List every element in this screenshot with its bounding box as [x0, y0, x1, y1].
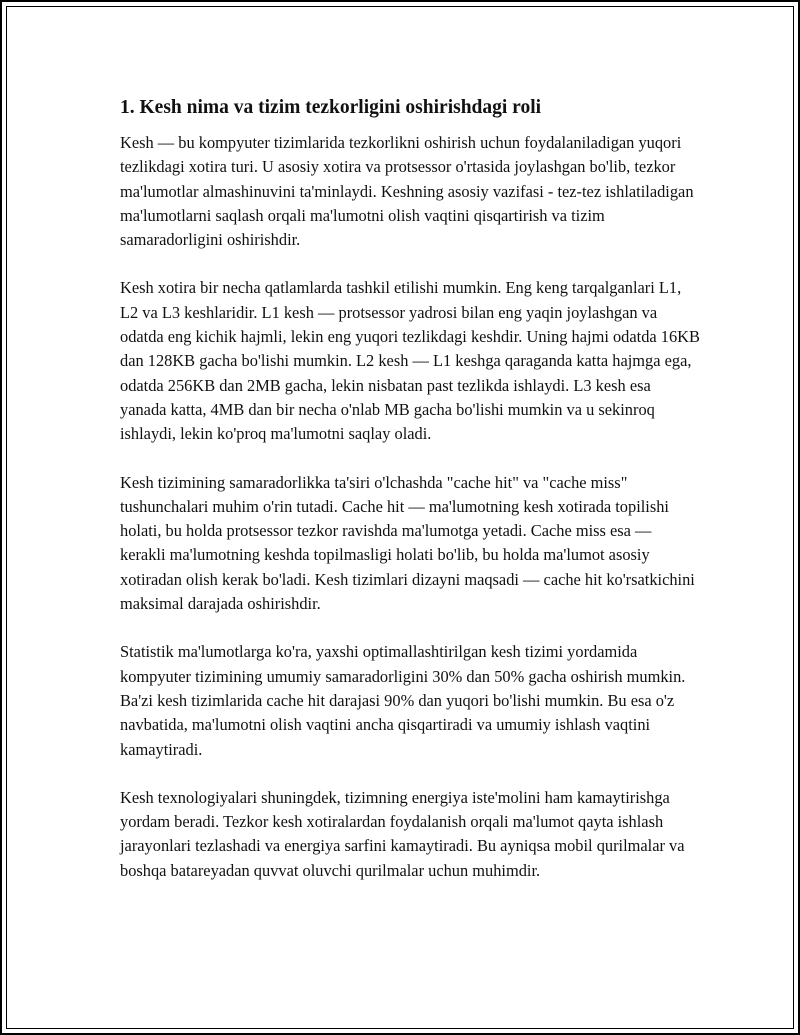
paragraph-cache-hit-miss: Kesh tizimining samaradorlikka ta'siri o'lchashda "cache hit" va "cache miss" tushunchalari muhim o'rin tutadi. Cache hit — ma'lumotning kesh xotirada topilishi holati, bu holda protsessor tezkor ravishda ma'lumotga yetadi. Cache miss esa — kerakli ma'lumotning keshda topilmasligi holati bo'lib, bu holda ma'lumot asosiy xotiradan olish kerak bo'ladi. Kesh tizimlari dizayni maqsadi — cache hit ko'rsatkichini maksimal darajada oshirishdir. [120, 472, 695, 614]
paragraph-statistics: Statistik ma'lumotlarga ko'ra, yaxshi optimallashtirilgan kesh tizimi yordamida kompyuter tizimining umumiy samaradorligini 30% dan 50% gacha oshirish mumkin. Ba'zi kesh tizimlarida cache hit darajasi 90% dan yuqori bo'lishi mumkin. Bu esa o'z navbatida, ma'lumotni olish vaqtini ancha qisqartiradi va umumiy ishlash vaqtini kamaytiradi. [120, 642, 686, 759]
document-body [120, 95, 700, 907]
section-heading: 1. Kesh nima va tizim tezkorligini oshirishdagi roli [120, 97, 542, 118]
paragraph-intro: Kesh — bu kompyuter tizimlarida tezkorlikni oshirish uchun foydalaniladigan yuqori tezlikdagi xotira turi. U asosiy xotira va protsessor o'rtasida joylashgan bo'lib, tezkor ma'lumotlar almashinuvini ta'minlaydi. Keshning asosiy vazifasi - tez-tez ishlatiladigan ma'lumotlarni saqlash orqali ma'lumotni olish vaqtini qisqartirish va tizim samaradorligini oshirishdir. [120, 133, 694, 250]
paragraph-cache-levels: Kesh xotira bir necha qatlamlarda tashkil etilishi mumkin. Eng keng tarqalganlari L1, L2 va L3 keshlaridir. L1 kesh — protsessor yadrosi bilan eng yaqin joylashgan va odatda eng kichik hajmli, lekin eng yuqori tezlikdagi keshdir. Uning hajmi odatda 16KB dan 128KB gacha bo'lishi mumkin. L2 kesh — L1 keshga qaraganda katta hajmga ega, odatda 256KB dan 2MB gacha, lekin nisbatan past tezlikda ishlaydi. L3 kesh esa yanada katta, 4MB dan bir necha o'nlab MB gacha bo'lishi mumkin va u sekinroq ishlaydi, lekin ko'proq ma'lumotni saqlay oladi. [120, 278, 700, 444]
paragraph-energy: Kesh texnologiyalari shuningdek, tizimning energiya iste'molini ham kamaytirishga yordam beradi. Tezkor kesh xotiralardan foydalanish orqali ma'lumot qayta ishlash jarayonlari tezlashadi va energiya sarfini kamaytiradi. Bu ayniqsa mobil qurilmalar va boshqa batareyadan quvvat oluvchi qurilmalar uchun muhimdir. [120, 787, 685, 880]
